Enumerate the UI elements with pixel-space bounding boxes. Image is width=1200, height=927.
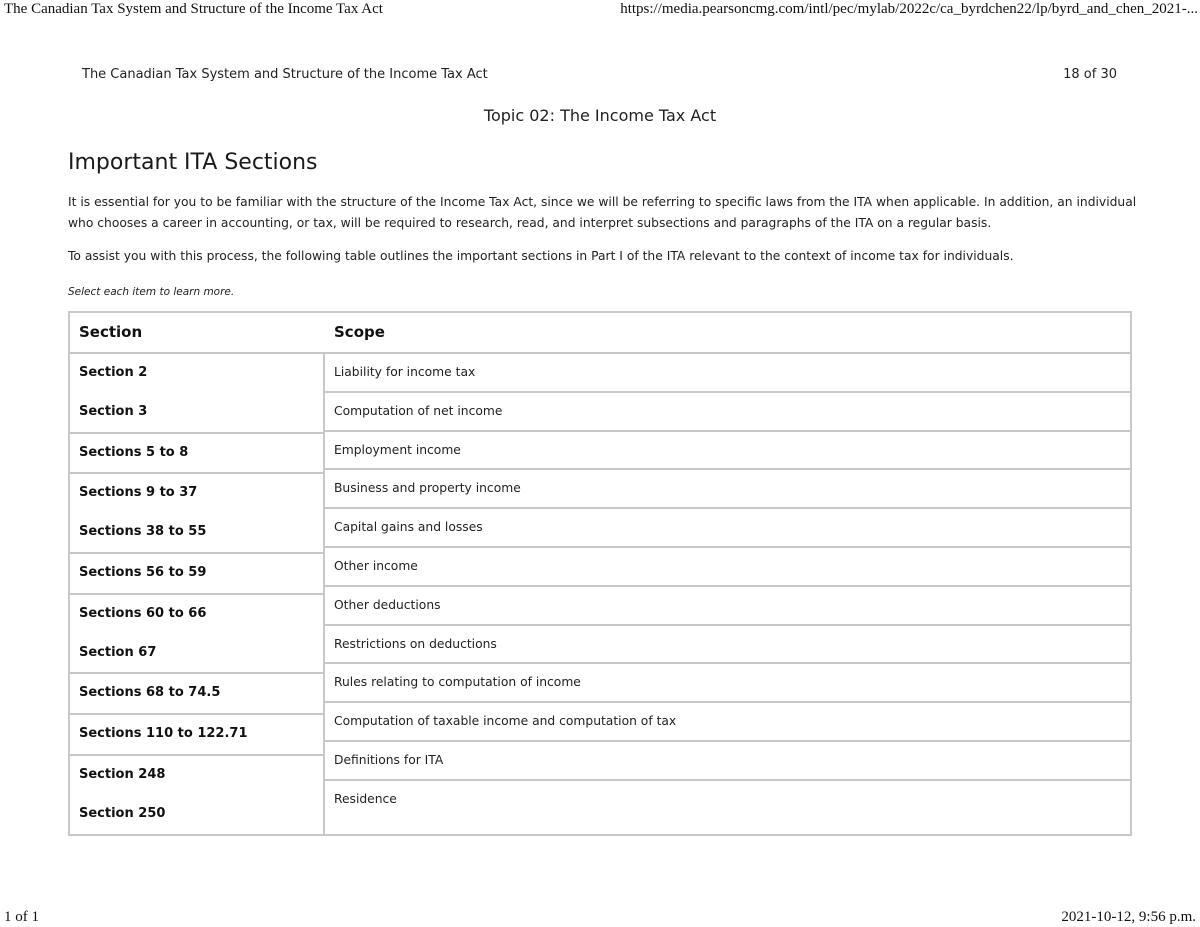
section-group [70, 674, 323, 715]
section-title: Important ITA Sections [68, 150, 318, 175]
scope-cell: Restrictions on deductions [325, 626, 1130, 665]
scope-cell: Residence [334, 791, 397, 806]
scope-cell: Other deductions [325, 587, 1130, 626]
section-cell[interactable]: Section 2 [79, 365, 148, 380]
scope-cell: Computation of net income [325, 393, 1130, 432]
section-group [70, 554, 323, 595]
section-cell[interactable]: Sections 68 to 74.5 [79, 685, 221, 701]
section-cell[interactable]: Section 248 [79, 766, 166, 782]
column-header-scope: Scope [334, 323, 385, 341]
section-group [70, 715, 323, 756]
section-cell[interactable]: Sections 60 to 66 [79, 605, 207, 621]
section-cell[interactable]: Section 67 [79, 644, 157, 660]
section-group [70, 474, 323, 554]
section-group [70, 595, 323, 675]
table-header-row [70, 313, 1130, 354]
instruction-text: Select each item to learn more. [68, 286, 235, 298]
section-cell[interactable]: Sections 9 to 37 [79, 485, 198, 501]
scope-cell: Other income [325, 548, 1130, 587]
document-header-title: The Canadian Tax System and Structure of the Income Tax Act [82, 67, 488, 82]
print-header-url: https://media.pearsoncmg.com/intl/pec/mylab/2022c/ca_byrdchen22/lp/byrd_and_chen_2021-... [620, 1, 1198, 17]
intro-paragraph: It is essential for you to be familiar with the structure of the Income Tax Act, since we will be referring to specific laws from the ITA when applicable. In addition, an individual who chooses a career in accounting, or tax, will be required to research, read, and interpret subsections and paragraphs of the ITA on a regular basis. [68, 195, 1137, 230]
sections-column [70, 354, 325, 834]
scope-cell: Definitions for ITA [325, 742, 1130, 781]
scope-cell: Capital gains and losses [325, 509, 1130, 548]
section-cell[interactable]: Section 250 [79, 805, 166, 821]
section-group [70, 434, 323, 475]
scope-cell: Computation of taxable income and computation of tax [325, 703, 1130, 742]
print-footer-page: 1 of 1 [4, 909, 39, 925]
table-body [70, 354, 1130, 834]
section-cell[interactable]: Sections 5 to 8 [79, 444, 189, 460]
scopes-column [325, 354, 1130, 834]
table-intro-paragraph: To assist you with this process, the following table outlines the important sections in Part I of the ITA relevant to the context of income tax for individuals. [68, 249, 1014, 263]
section-group [70, 756, 323, 834]
scope-cell: Rules relating to computation of income [325, 664, 1130, 703]
scope-cell: Employment income [325, 432, 1130, 471]
section-cell[interactable]: Sections 56 to 59 [79, 564, 207, 580]
section-cell[interactable]: Sections 38 to 55 [79, 524, 207, 540]
print-header-title: The Canadian Tax System and Structure of the Income Tax Act [4, 1, 383, 17]
section-cell[interactable]: Section 3 [79, 403, 148, 419]
section-group [70, 354, 323, 434]
topic-title: Topic 02: The Income Tax Act [483, 106, 717, 125]
scope-cell: Business and property income [325, 470, 1130, 509]
print-footer-datetime: 2021-10-12, 9:56 p.m. [1061, 909, 1196, 925]
section-cell[interactable]: Sections 110 to 122.71 [79, 726, 248, 742]
ita-sections-table [68, 311, 1132, 836]
scope-cell: Liability for income tax [325, 354, 1130, 393]
column-header-section: Section [79, 323, 143, 341]
document-page-number: 18 of 30 [1063, 67, 1117, 82]
